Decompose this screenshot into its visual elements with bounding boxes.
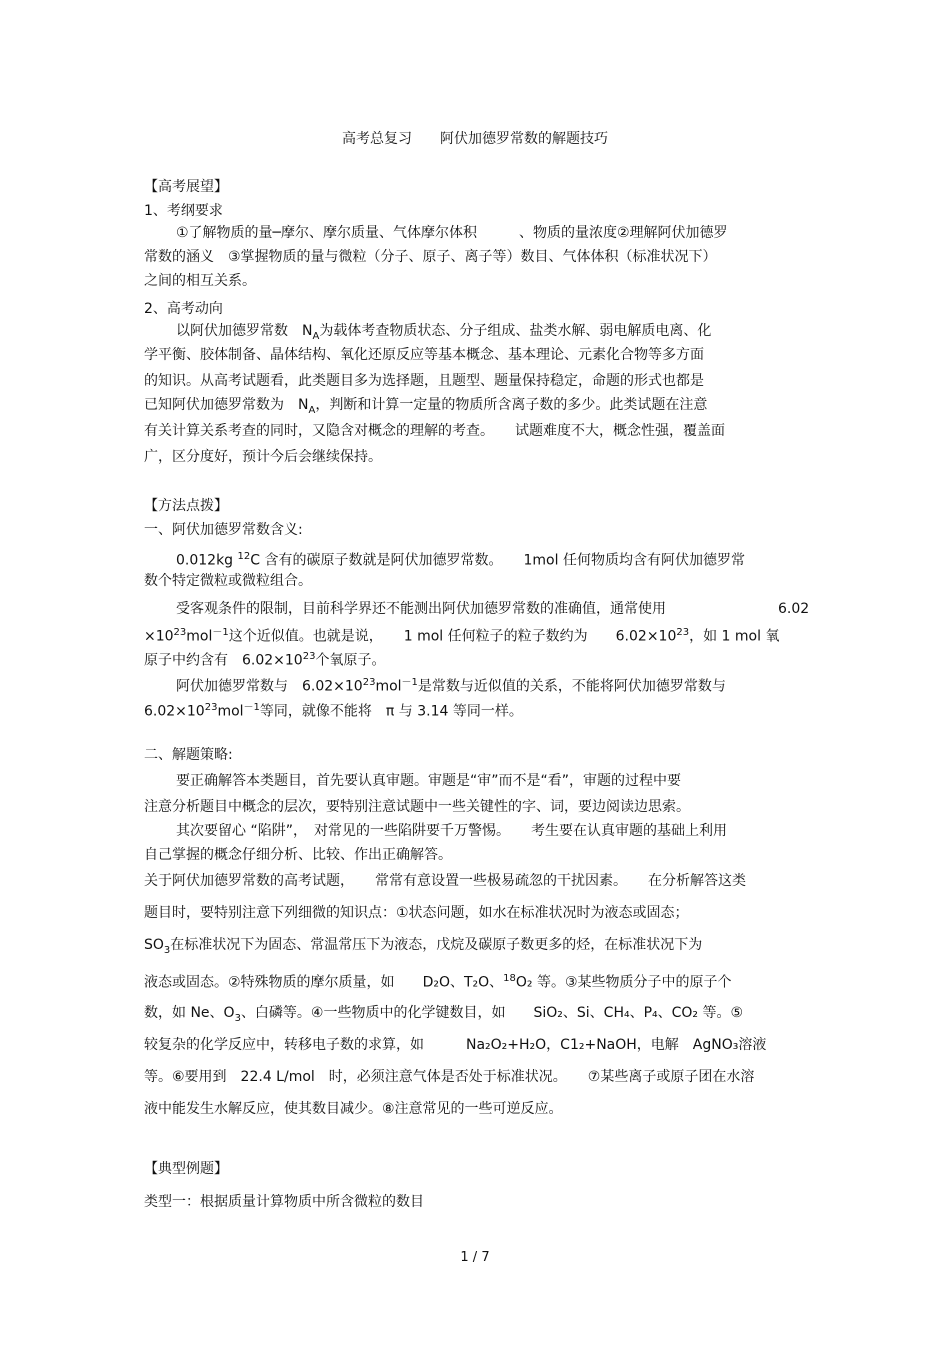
text-line (144, 648, 385, 670)
text-line: 自己掌握的概念仔细分析、比较、作出正确解答。 (144, 847, 452, 863)
subheading-trend: 2、高考动向 (144, 301, 223, 317)
text-line: ①了解物质的量─摩尔、摩尔质量、气体摩尔体积 、物质的量浓度②理解阿伏加德罗 (176, 225, 728, 241)
text-line: 常数的涵义 ③掌握物质的量与微粒（分子、原子、离子等）数目、气体体积（标准状况下） (144, 249, 717, 265)
subheading-type-one: 类型一：根据质量计算物质中所含微粒的数目 (144, 1194, 424, 1210)
text-line: 关于阿伏加德罗常数的高考试题， 常常有意设置一些极易疏忽的干扰因素。 在分析解答这类 (144, 873, 746, 889)
text-fragment: mol (217, 703, 244, 720)
superscript: 23 (173, 627, 187, 638)
text-line: 要正确解答本类题目，首先要认真审题。审题是“审”而不是“看”，审题的过程中要 (176, 773, 682, 789)
text-fragment: Na₂O₂+H₂O，C1₂+NaOH，电解 AgNO₃溶液 (466, 1037, 767, 1053)
subheading-strategy: 二、解题策略: (144, 747, 233, 763)
section-heading-examples: 【典型例题】 (144, 1161, 228, 1177)
text-fragment: 数，如 Ne、O (144, 1005, 235, 1021)
text-fragment: 这个近似值。也就是说， 1 mol 任何粒子的粒子数约为 6.02×10 (228, 628, 677, 645)
superscript: 23 (676, 627, 690, 638)
text-fragment: SO (144, 937, 164, 953)
subscript: A (312, 330, 320, 342)
text-line: 学平衡、胶体制备、晶体结构、氧化还原反应等基本概念、基本理论、元素化合物等多方面 (144, 347, 704, 363)
document-title: 高考总复习 阿伏加德罗常数的解题技巧 (342, 131, 608, 147)
text-fragment: 阿伏加德罗常数与 (176, 678, 288, 695)
text-fragment: 6.02×10 (144, 703, 205, 720)
text-line: 有关计算关系考查的同时，又隐含对概念的理解的考查。 试题难度不大，概念性强，覆盖面 (144, 423, 725, 439)
text-line: 注意分析题目中概念的层次，要特别注意试题中一些关键性的字、词，要边阅读边思索。 (144, 799, 690, 815)
text-fragment: 受客观条件的限制，目前科学界还不能测出阿伏加德罗常数的准确值，通常使用 (176, 601, 666, 617)
subheading-meaning: 一、阿伏加德罗常数含义: (144, 522, 303, 538)
text-line: 液中能发生水解反应，使其数目减少。⑧注意常见的一些可逆反应。 (144, 1101, 563, 1117)
text-line: 数个特定微粒或微粒组合。 (144, 573, 312, 589)
text-fragment: ×10 (144, 628, 174, 645)
subscript: A (308, 404, 316, 416)
subscript: 3 (163, 944, 171, 956)
text-fragment: 较复杂的化学反应中，转移电子数的求算，如 (144, 1037, 424, 1053)
text-fragment: 已知阿伏加德罗常数为 N (144, 397, 309, 413)
text-line (144, 936, 702, 960)
text-fragment: 6.02×10 (302, 678, 363, 695)
text-fragment: 液态或固态。②特殊物质的摩尔质量，如 (144, 974, 395, 991)
section-heading-method: 【方法点拨】 (144, 498, 228, 514)
text-line: 的知识。从高考试题看，此类题目多为选择题，且题型、题量保持稳定，命题的形式也都是 (144, 373, 704, 389)
superscript: －1 (401, 677, 418, 688)
text-line (176, 322, 711, 346)
text-line (144, 396, 707, 420)
superscript: 23 (204, 702, 218, 713)
text-line (144, 624, 779, 646)
superscript: －1 (243, 702, 260, 713)
superscript: 23 (302, 651, 316, 662)
text-fragment: ，判断和计算一定量的物质所含离子数的多少。此类试题在注意 (315, 397, 708, 413)
text-line (176, 674, 726, 696)
text-fragment: 个氧原子。 (315, 652, 386, 669)
text-fragment: ，如 1 mol 氧 (689, 628, 780, 645)
text-line (144, 1036, 766, 1054)
text-fragment: 为载体考查物质状态、分子组成、盐类水解、弱电解质电离、化 (319, 323, 712, 339)
page-number: 1 / 7 (460, 1250, 490, 1265)
text-fragment: 以阿伏加德罗常数 N (176, 323, 313, 339)
text-line: 题目时，要特别注意下列细微的知识点：①状态问题，如水在标准状况时为液态或固态； (144, 905, 689, 921)
section-heading-outlook: 【高考展望】 (144, 179, 228, 195)
text-fragment: 6.02 (778, 601, 810, 617)
text-line: 等。⑥要用到 22.4 L/mol 时，必须注意气体是否处于标准状况。 ⑦某些离子或原子团在水溶 (144, 1069, 755, 1085)
text-line (176, 548, 745, 570)
text-fragment: 是常数与近似值的关系，不能将阿伏加德罗常数与 (417, 678, 726, 695)
text-fragment: 在标准状况下为固态、常温常压下为液态，戊烷及碳原子数更多的烃，在标准状况下为 (170, 937, 703, 953)
text-fragment: mol (375, 678, 402, 695)
text-fragment: 等同，就像不能将 π 与 3.14 等同一样。 (259, 703, 523, 720)
text-line: 之间的相互关系。 (144, 273, 256, 289)
text-fragment: D₂O、T₂O、 (422, 974, 504, 991)
text-line (144, 970, 732, 992)
superscript: 12 (237, 551, 251, 562)
text-fragment: 0.012kg (176, 552, 234, 569)
text-line: 其次要留心 “陷阱”， 对常见的一些陷阱要千万警惕。 考生要在认真审题的基础上利用 (176, 823, 727, 839)
subheading-syllabus: 1、考纲要求 (144, 203, 223, 219)
text-fragment: mol (186, 628, 213, 645)
superscript: 18 (503, 973, 516, 984)
text-fragment: 原子中约含有 (144, 652, 228, 669)
text-line: 广，区分度好，预计今后会继续保持。 (144, 449, 382, 465)
text-fragment: O₂ 等。③某些物质分子中的原子个 (515, 974, 732, 991)
subscript: 3 (234, 1012, 241, 1024)
text-fragment: C 含有的碳原子数就是阿伏加德罗常数。 1mol 任何物质均含有阿伏加德罗常 (250, 552, 745, 569)
text-line (176, 600, 666, 618)
text-fragment: 、白磷等。④一些物质中的化学键数目，如 SiO₂、Si、CH₄、P₄、CO₂ 等。⑤ (240, 1005, 744, 1021)
text-line (144, 699, 523, 721)
superscript: －1 (212, 627, 229, 638)
superscript: 23 (362, 677, 376, 688)
text-line (144, 1004, 743, 1028)
text-fragment: 6.02×10 (242, 652, 303, 669)
